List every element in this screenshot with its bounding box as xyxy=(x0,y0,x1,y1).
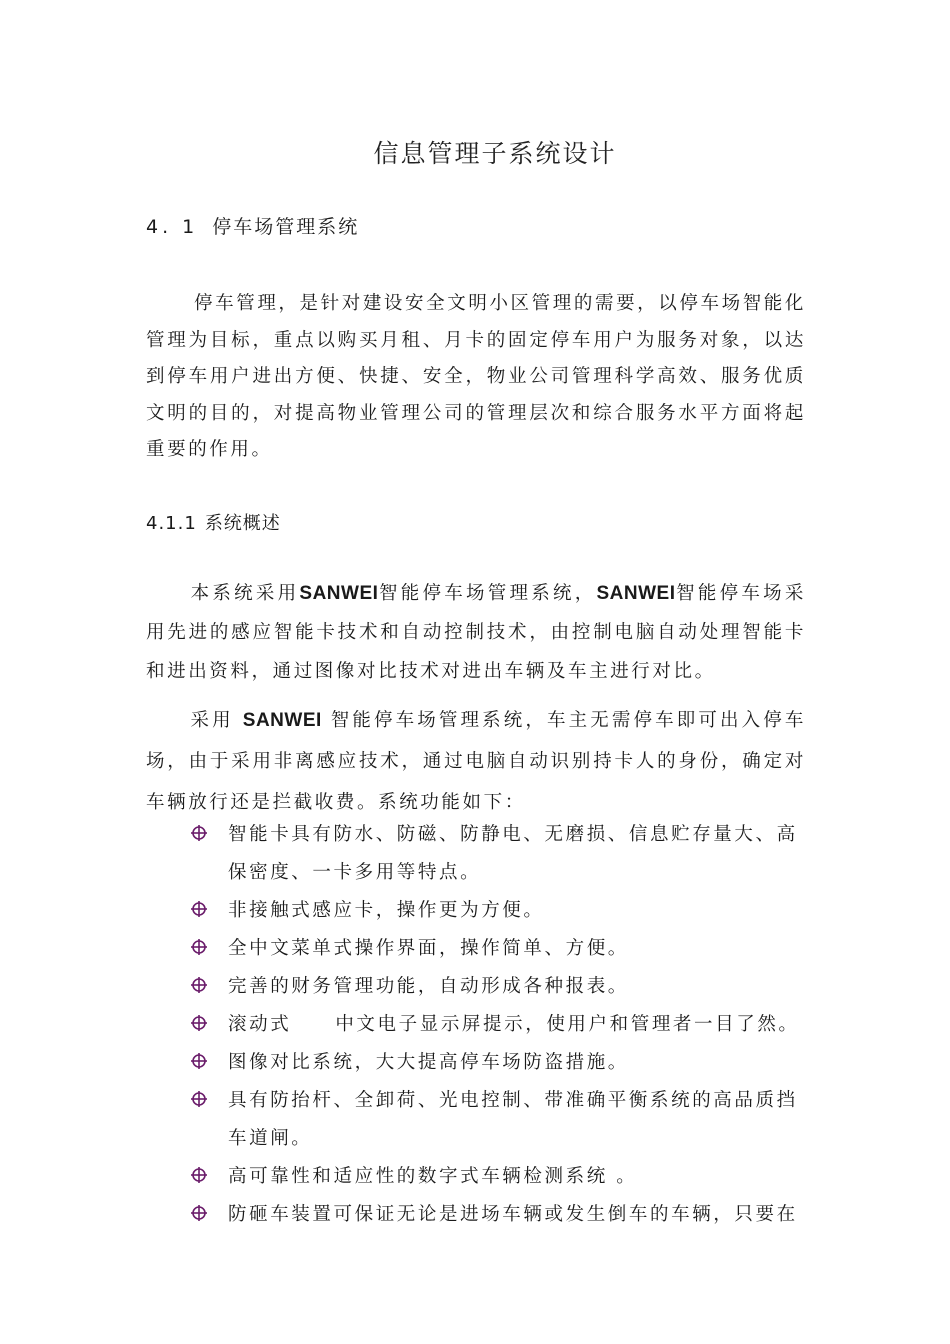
feature-text: 高可靠性和适应性的数字式车辆检测系统 。 xyxy=(228,1166,638,1187)
feature-text: 非接触式感应卡，操作更为方便。 xyxy=(228,900,545,921)
list-item xyxy=(190,1006,810,1044)
subsection-heading-text: 系统概述 xyxy=(204,513,281,534)
crosshair-circle-icon xyxy=(190,1014,208,1032)
list-item xyxy=(190,892,810,930)
system-paragraph-part2: 智能停车场管理系统， xyxy=(378,583,597,604)
section-heading-text: 停车场管理系统 xyxy=(212,216,360,238)
list-item xyxy=(190,1158,810,1196)
document-title: 信息管理子系统设计 xyxy=(373,139,617,168)
intro-paragraph-text: 停车管理，是针对建设安全文明小区管理的需要，以停车场智能化管理为目标，重点以购买月租、月卡的固定停车用户为服务对象，以达到停车用户进出方便、快捷、安全，物业公司管理科学高效、服务优质文明的目的，对提高物业管理公司的管理层次和综合服务水平方面将起重要的作用。 xyxy=(146,293,806,460)
feature-text: 全中文菜单式操作界面，操作简单、方便。 xyxy=(228,938,629,959)
system-paragraph-part3: 智能停车场采用先进的感应智能卡技术和自动控制技术，由控制电脑自动处理智能卡和进出资料，通过图像对比技术对进出车辆及车主进行对比。 xyxy=(146,583,806,682)
feature-text: 完善的财务管理功能，自动形成各种报表。 xyxy=(228,976,629,997)
feature-text: 防砸车装置可保证无论是进场车辆或发生倒车的车辆，只要在 xyxy=(228,1204,798,1225)
system-paragraph xyxy=(146,574,806,691)
list-item xyxy=(190,1044,810,1082)
list-item xyxy=(190,930,810,968)
function-paragraph xyxy=(146,700,806,823)
feature-list xyxy=(190,816,810,1234)
section-heading xyxy=(146,212,359,239)
section-number: 4. 1 xyxy=(146,216,199,238)
subsection-heading xyxy=(146,509,281,535)
brand-name: SANWEI xyxy=(299,583,379,604)
crosshair-circle-icon xyxy=(190,1204,208,1222)
system-paragraph-part1: 本系统采用 xyxy=(190,583,300,604)
crosshair-circle-icon xyxy=(190,900,208,918)
brand-name: SANWEI xyxy=(242,710,322,731)
function-paragraph-part2: 智能停车场管理系统，车主无需停车即可出入停车场，由于采用非离感应技术，通过电脑自动识别持卡人的身份，确定对车辆放行还是拦截收费。系统功能如下： xyxy=(146,710,806,813)
list-item xyxy=(190,1082,810,1158)
crosshair-circle-icon xyxy=(190,1090,208,1108)
feature-text-before: 滚动式 xyxy=(228,1014,292,1035)
subsection-number: 4.1.1 xyxy=(146,513,197,534)
crosshair-circle-icon xyxy=(190,976,208,994)
list-item xyxy=(190,968,810,1006)
crosshair-circle-icon xyxy=(190,938,208,956)
crosshair-circle-icon xyxy=(190,1052,208,1070)
list-item xyxy=(190,1196,810,1234)
list-item xyxy=(190,816,810,892)
feature-text: 智能卡具有防水、防磁、防静电、无磨损、信息贮存量大、高保密度、一卡多用等特点。 xyxy=(228,824,798,883)
feature-text: 图像对比系统，大大提高停车场防盗措施。 xyxy=(228,1052,629,1073)
feature-text-after: 中文电子显示屏提示，使用户和管理者一目了然。 xyxy=(335,1014,800,1035)
brand-name: SANWEI xyxy=(596,583,676,604)
function-paragraph-part1: 采用 xyxy=(190,710,243,731)
intro-paragraph xyxy=(146,286,806,469)
feature-text: 具有防抬杆、全卸荷、光电控制、带准确平衡系统的高品质挡车道闸。 xyxy=(228,1090,798,1149)
crosshair-circle-icon xyxy=(190,824,208,842)
crosshair-circle-icon xyxy=(190,1166,208,1184)
